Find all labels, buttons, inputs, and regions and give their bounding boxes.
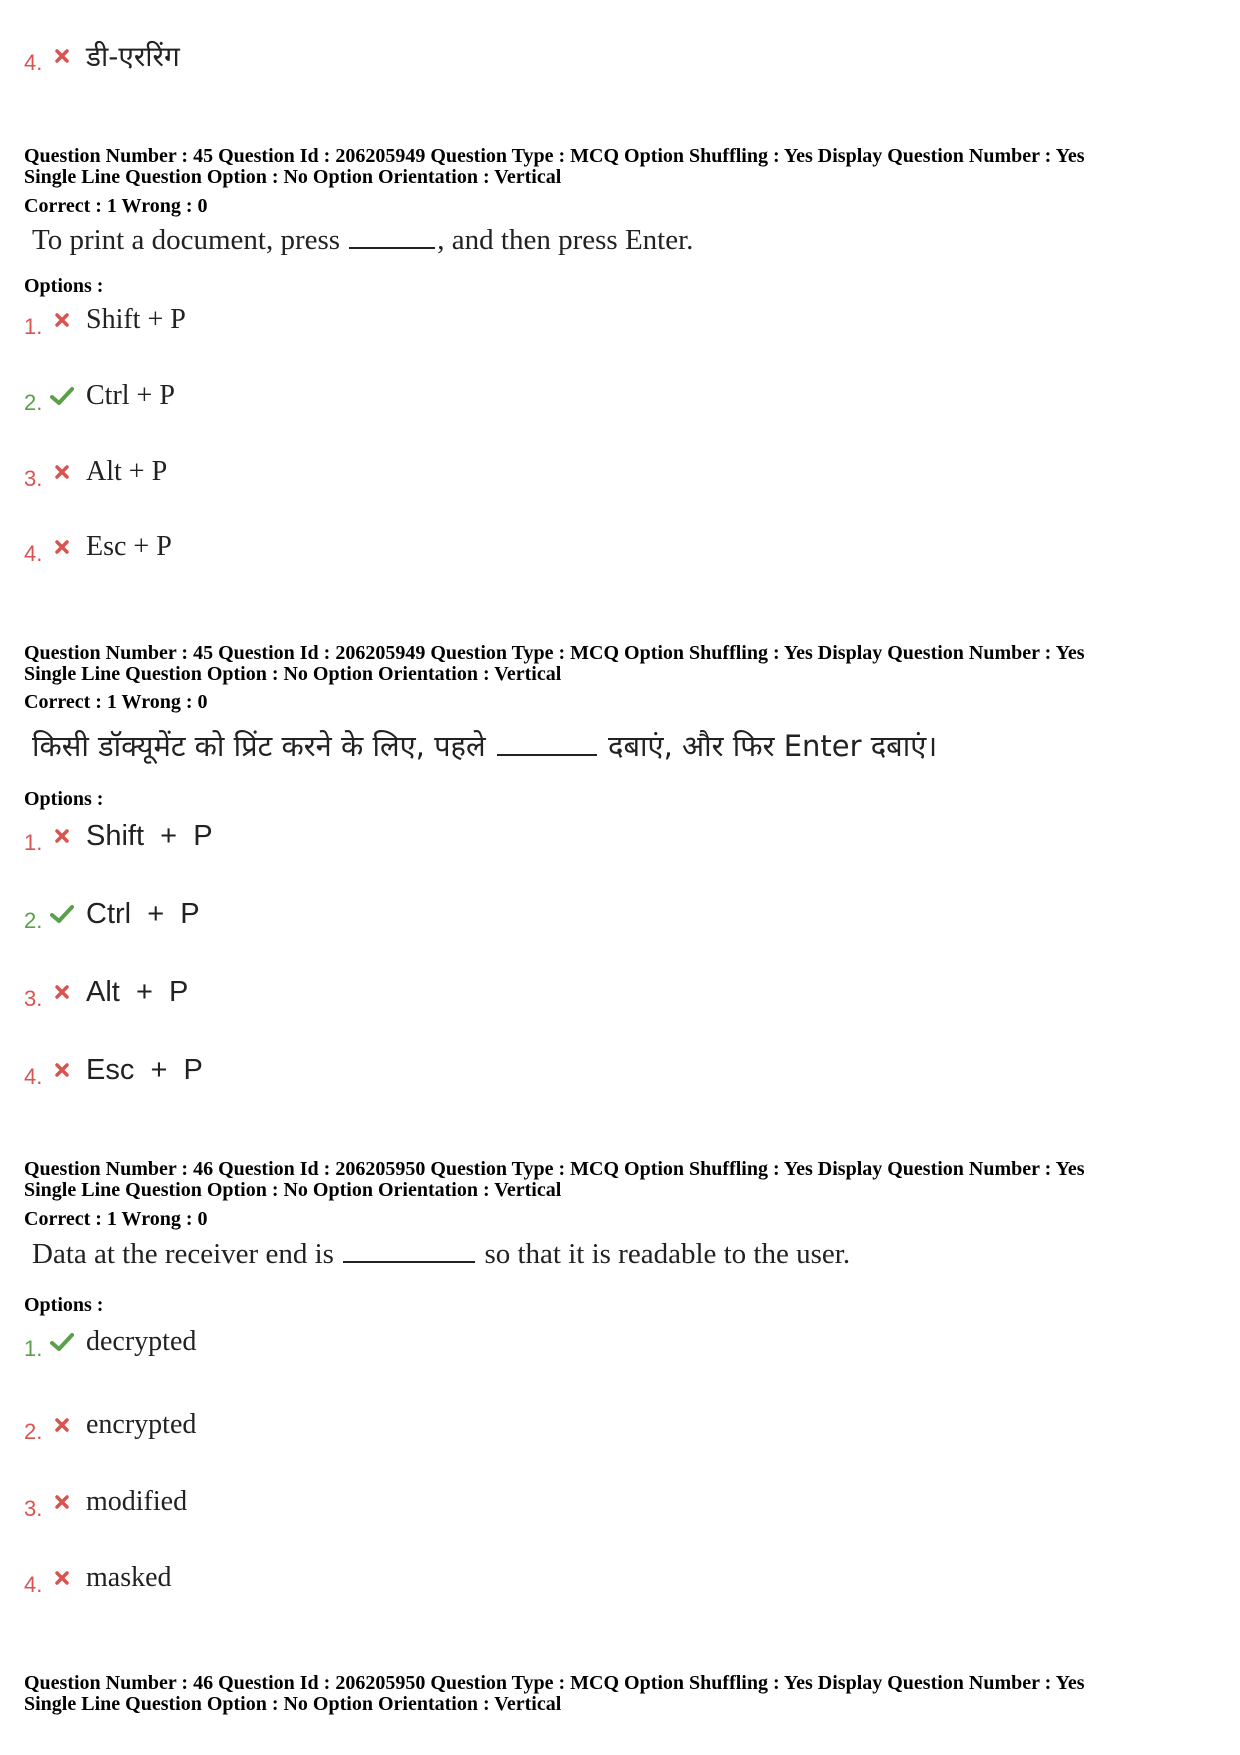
cross-icon [48,1063,76,1077]
question-meta-line1: Question Number : 45 Question Id : 206205949 Question Type : MCQ Option Shuffling : Yes Display Question Number : Yes [24,642,1085,664]
question-marks: Correct : 1 Wrong : 0 [24,691,208,713]
option-text: decrypted [86,1326,197,1357]
option-item [24,1322,196,1362]
option-item [24,1482,187,1522]
option-text: Shift + P [86,819,213,852]
option-text: modified [86,1486,188,1517]
option-item [24,816,213,856]
option-number: 2. [24,1419,43,1444]
cross-icon [48,985,76,999]
question-text-post: so that it is readable to the user. [477,1238,851,1270]
option-number: 4. [24,1572,43,1597]
cross-icon [48,1495,76,1509]
check-icon [48,1332,76,1352]
option-item [24,1405,196,1445]
question-text-post: , and then press Enter. [437,224,694,256]
option-item [24,452,167,492]
option-item [24,1558,172,1598]
question-text-post: दबाएं, और फिर Enter दबाएं। [598,729,938,763]
option-text: Ctrl + P [86,380,175,411]
cross-icon [48,829,76,843]
option-text: Esc + P [86,531,172,562]
question-meta-line1: Question Number : 46 Question Id : 206205950 Question Type : MCQ Option Shuffling : Yes Display Question Number : Yes [24,1158,1085,1180]
option-number: 3. [24,986,43,1011]
option-text: Ctrl + P [86,897,200,930]
question-marks: Correct : 1 Wrong : 0 [24,1208,208,1230]
question-text-pre: Data at the receiver end is [32,1238,342,1270]
question-meta-line2: Single Line Question Option : No Option Orientation : Vertical [24,663,562,685]
option-number: 1. [24,830,43,855]
check-icon [48,904,76,924]
cross-icon [48,313,76,327]
question-meta-line1: Question Number : 45 Question Id : 206205949 Question Type : MCQ Option Shuffling : Yes Display Question Number : Yes [24,145,1085,167]
cross-icon [48,1571,76,1585]
option-item [24,527,172,567]
option-item [24,894,200,934]
option-item [24,300,186,340]
question-text-pre: किसी डॉक्यूमेंट को प्रिंट करने के लिए, पहले [32,729,495,763]
question-meta-line2: Single Line Question Option : No Option Orientation : Vertical [24,1693,562,1715]
answer-blank [497,753,597,756]
question-text [32,726,937,765]
option-item [24,376,175,416]
check-icon [48,386,76,406]
question-text-pre: To print a document, press [32,224,348,256]
option-text: Esc + P [86,1053,203,1086]
option-text: डी-एररिंग [86,40,180,73]
option-item [24,1050,203,1090]
option-item [24,36,180,76]
option-number: 4. [24,1064,43,1089]
options-label: Options : [24,275,104,297]
question-text [32,1238,850,1271]
option-number: 1. [24,1336,43,1361]
option-text: encrypted [86,1409,197,1440]
cross-icon [48,540,76,554]
option-number: 4. [24,541,43,566]
option-number: 4. [24,50,43,75]
question-meta-line2: Single Line Question Option : No Option Orientation : Vertical [24,166,562,188]
option-text: Alt + P [86,975,189,1008]
question-meta-line1: Question Number : 46 Question Id : 206205950 Question Type : MCQ Option Shuffling : Yes Display Question Number : Yes [24,1672,1085,1694]
question-meta-line2: Single Line Question Option : No Option Orientation : Vertical [24,1179,562,1201]
question-text [32,224,693,257]
option-text: Alt + P [86,456,168,487]
cross-icon [48,1418,76,1432]
option-text: Shift + P [86,304,186,335]
option-number: 3. [24,1496,43,1521]
question-marks: Correct : 1 Wrong : 0 [24,195,208,217]
cross-icon [48,465,76,479]
options-label: Options : [24,1294,104,1316]
option-text: masked [86,1562,172,1593]
cross-icon [48,49,76,63]
option-number: 2. [24,390,43,415]
option-number: 3. [24,466,43,491]
answer-blank [349,246,435,249]
options-label: Options : [24,788,104,810]
option-item [24,972,188,1012]
answer-blank [343,1260,475,1263]
option-number: 2. [24,908,43,933]
option-number: 1. [24,314,43,339]
